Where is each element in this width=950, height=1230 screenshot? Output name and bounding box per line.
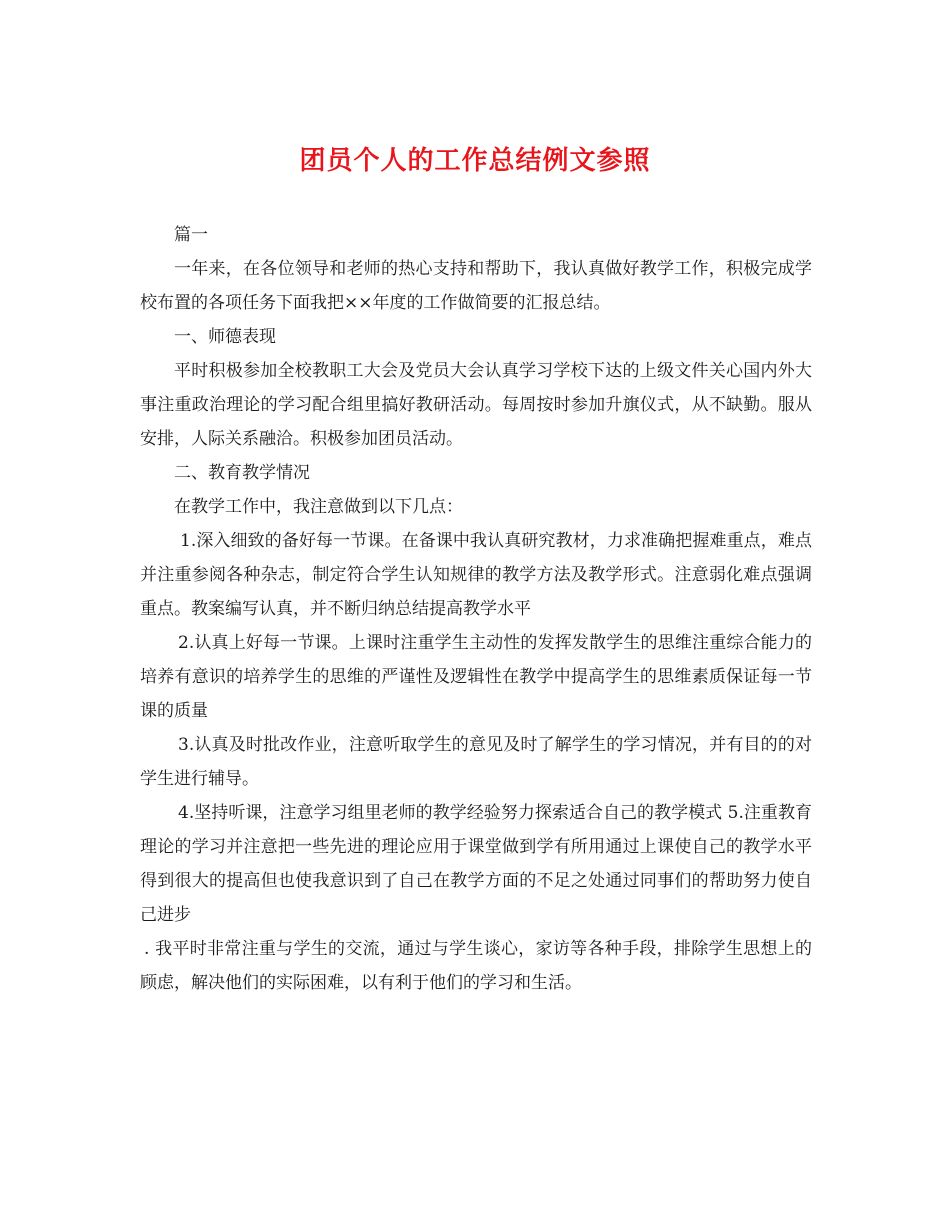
list-item-3: 3.认真及时批改作业，注意听取学生的意见及时了解学生的学习情况，并有目的的对学生进行辅导。: [140, 735, 812, 789]
list-item-1: 1.深入细致的备好每一节课。在备课中我认真研究教材，力求准确把握难重点，难点并注重参阅各种杂志，制定符合学生认知规律的教学方法及教学形式。注意弱化难点强调重点。教案编写认真，并不断归纳总结提高教学水平: [140, 531, 812, 619]
ethics-paragraph: 平时积极参加全校教职工大会及党员大会认真学习学校下达的上级文件关心国内外大事注重政治理论的学习配合组里搞好教研活动。每周按时参加升旗仪式，从不缺勤。服从安排，人际关系融洽。积极参加团员活动。: [140, 361, 812, 449]
closing-paragraph: . 我平时非常注重与学生的交流，通过与学生谈心，家访等各种手段，排除学生思想上的顾虑，解决他们的实际困难，以有利于他们的学习和生活。: [140, 939, 812, 993]
section-label-part-one: 篇一: [174, 225, 208, 245]
list-item-2: 2.认真上好每一节课。上课时注重学生主动性的发挥发散学生的思维注重综合能力的培养有意识的培养学生的思维的严谨性及逻辑性在教学中提高学生的思维素质保证每一节课的质量: [140, 633, 812, 721]
intro-paragraph: 一年来，在各位领导和老师的热心支持和帮助下，我认真做好教学工作，积极完成学校布置的各项任务下面我把××年度的工作做简要的汇报总结。: [140, 259, 812, 313]
document-body: [140, 218, 812, 1000]
heading-teacher-ethics: 一、师德表现: [174, 327, 276, 347]
teaching-intro-paragraph: 在教学工作中，我注意做到以下几点：: [174, 497, 463, 517]
heading-teaching-situation: 二、教育教学情况: [174, 463, 310, 483]
document-title: 团员个人的工作总结例文参照: [299, 146, 651, 176]
list-item-4: 4.坚持听课，注意学习组里老师的教学经验努力探索适合自己的教学模式 5.注重教育理论的学习并注意把一些先进的理论应用于课堂做到学有所用通过上课使自己的教学水平得到很大的提高但也使我意识到了自己在教学方面的不足之处通过同事们的帮助努力使自己进步: [140, 803, 812, 925]
